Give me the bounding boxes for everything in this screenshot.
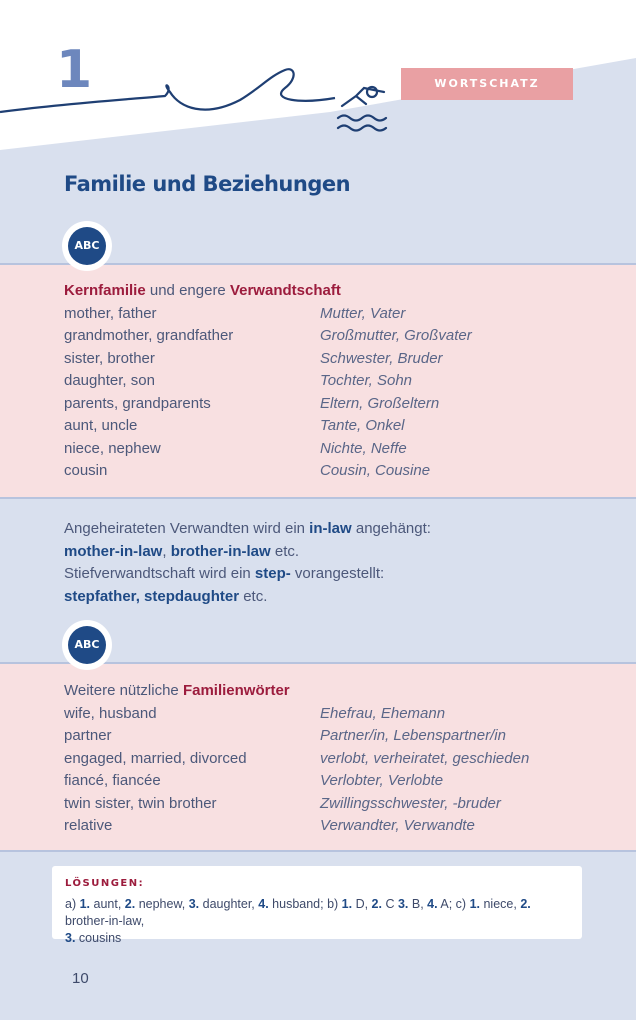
solution-number: 4. xyxy=(427,897,438,911)
solution-number: 1. xyxy=(469,897,480,911)
solution-number: 3. xyxy=(188,897,200,911)
solution-number: 2. xyxy=(371,897,382,911)
solution-text: brother-in-law, xyxy=(65,914,145,928)
german-term: verlobt, verheiratet, geschieden xyxy=(320,749,530,767)
note-text: angehängt: xyxy=(351,520,431,537)
vocab-list-core-family xyxy=(64,280,584,483)
solution-text: husband; b) xyxy=(268,897,342,911)
english-term: parents, grandparents xyxy=(64,394,211,412)
english-term: daughter, son xyxy=(64,372,155,389)
german-term: Cousin, Cousine xyxy=(320,462,431,479)
abc-badge-icon xyxy=(62,221,112,271)
german-term: Schwester, Bruder xyxy=(320,349,443,367)
vocab-row xyxy=(64,348,584,371)
solution-number: 3. xyxy=(65,931,76,945)
abc-badge-label: ABC xyxy=(68,626,106,664)
vocab-row xyxy=(64,793,584,816)
list-heading xyxy=(64,280,584,303)
heading-bold-2: Verwandtschaft xyxy=(229,282,341,299)
heading-bold: Familienwörter xyxy=(182,682,290,699)
solution-text: nephew, xyxy=(135,897,189,911)
german-term: Partner/in, Lebenspartner/in xyxy=(320,727,506,744)
vocab-row xyxy=(64,748,584,771)
english-term: twin sister, twin brother xyxy=(64,794,217,812)
abc-badge-icon xyxy=(62,620,112,670)
heading-plain: Weitere nützliche xyxy=(64,682,183,699)
vocab-list-more-family xyxy=(64,680,584,838)
vocab-row xyxy=(64,815,584,838)
solutions-title: LÖSUNGEN: xyxy=(65,878,145,889)
solutions-box xyxy=(52,866,582,945)
english-term: cousin xyxy=(64,462,108,479)
abc-badge-label: ABC xyxy=(68,227,106,265)
vocab-row xyxy=(64,370,584,393)
solution-text: cousins xyxy=(75,931,122,945)
solution-text: niece, xyxy=(480,897,521,911)
note-text: vorangestellt: xyxy=(290,565,385,582)
english-term: wife, husband xyxy=(64,704,157,722)
vocab-row xyxy=(64,703,584,726)
chapter-number: 1 xyxy=(56,40,93,100)
german-term: Ehefrau, Ehemann xyxy=(320,704,446,722)
english-term: mother, father xyxy=(64,304,157,322)
english-term: grandmother, grandfather xyxy=(64,327,234,344)
english-term: aunt, uncle xyxy=(64,417,138,434)
solution-text: D, xyxy=(352,897,372,911)
solution-number: 1. xyxy=(79,897,91,911)
solution-number: 2. xyxy=(124,897,136,911)
vocab-row xyxy=(64,438,584,461)
english-term: engaged, married, divorced xyxy=(64,749,247,767)
german-term: Großmutter, Großvater xyxy=(320,327,472,344)
vocab-row xyxy=(64,725,584,748)
note-bold: stepfather, stepdaughter xyxy=(64,587,240,605)
german-term: Tochter, Sohn xyxy=(320,372,413,389)
solution-text: a) xyxy=(65,897,80,911)
solution-number: 2. xyxy=(520,897,531,911)
german-term: Verwandter, Verwandte xyxy=(320,817,475,834)
english-term: sister, brother xyxy=(64,349,155,367)
solution-number: 4. xyxy=(258,897,269,911)
german-term: Zwillingsschwester, -bruder xyxy=(320,794,501,812)
vocab-row xyxy=(64,325,584,348)
vocab-row xyxy=(64,303,584,326)
note-text: Stiefverwandtschaft wird ein xyxy=(64,565,255,582)
note-bold: in-law xyxy=(309,520,352,537)
solution-text: C xyxy=(381,897,398,911)
page-number: 10 xyxy=(72,970,89,987)
list-heading xyxy=(64,680,584,703)
solution-text: daughter, xyxy=(199,897,259,911)
in-law-note xyxy=(64,518,584,608)
german-term: Mutter, Vater xyxy=(320,304,406,322)
vocab-row xyxy=(64,770,584,793)
german-term: Verlobter, Verlobte xyxy=(320,772,444,789)
english-term: relative xyxy=(64,817,113,834)
german-term: Tante, Onkel xyxy=(320,417,405,434)
english-term: niece, nephew xyxy=(64,439,161,457)
heading-bold-1: Kernfamilie xyxy=(64,282,146,299)
english-term: fiancé, fiancée xyxy=(64,772,161,789)
vocab-row xyxy=(64,415,584,438)
note-text: , xyxy=(162,542,171,560)
english-term: partner xyxy=(64,727,112,744)
note-bold: brother-in-law xyxy=(170,542,271,560)
solution-text: A; c) xyxy=(437,897,470,911)
page-title: Familie und Beziehungen xyxy=(64,172,351,196)
note-text: etc. xyxy=(239,587,268,605)
solution-number: 3. xyxy=(397,897,409,911)
solution-text: aunt, xyxy=(90,897,125,911)
note-bold: step- xyxy=(254,565,291,582)
note-text: etc. xyxy=(270,542,300,560)
vocab-row xyxy=(64,393,584,416)
vocab-row xyxy=(64,460,584,483)
note-text: Angeheirateten Verwandten wird ein xyxy=(64,520,310,537)
solution-text: B, xyxy=(408,897,428,911)
german-term: Nichte, Neffe xyxy=(320,439,407,457)
solutions-text xyxy=(65,896,570,947)
section-tag: WORTSCHATZ xyxy=(401,68,573,100)
heading-plain: und engere xyxy=(149,282,226,299)
german-term: Eltern, Großeltern xyxy=(320,394,440,412)
note-bold: mother-in-law xyxy=(64,542,163,560)
solution-number: 1. xyxy=(341,897,353,911)
